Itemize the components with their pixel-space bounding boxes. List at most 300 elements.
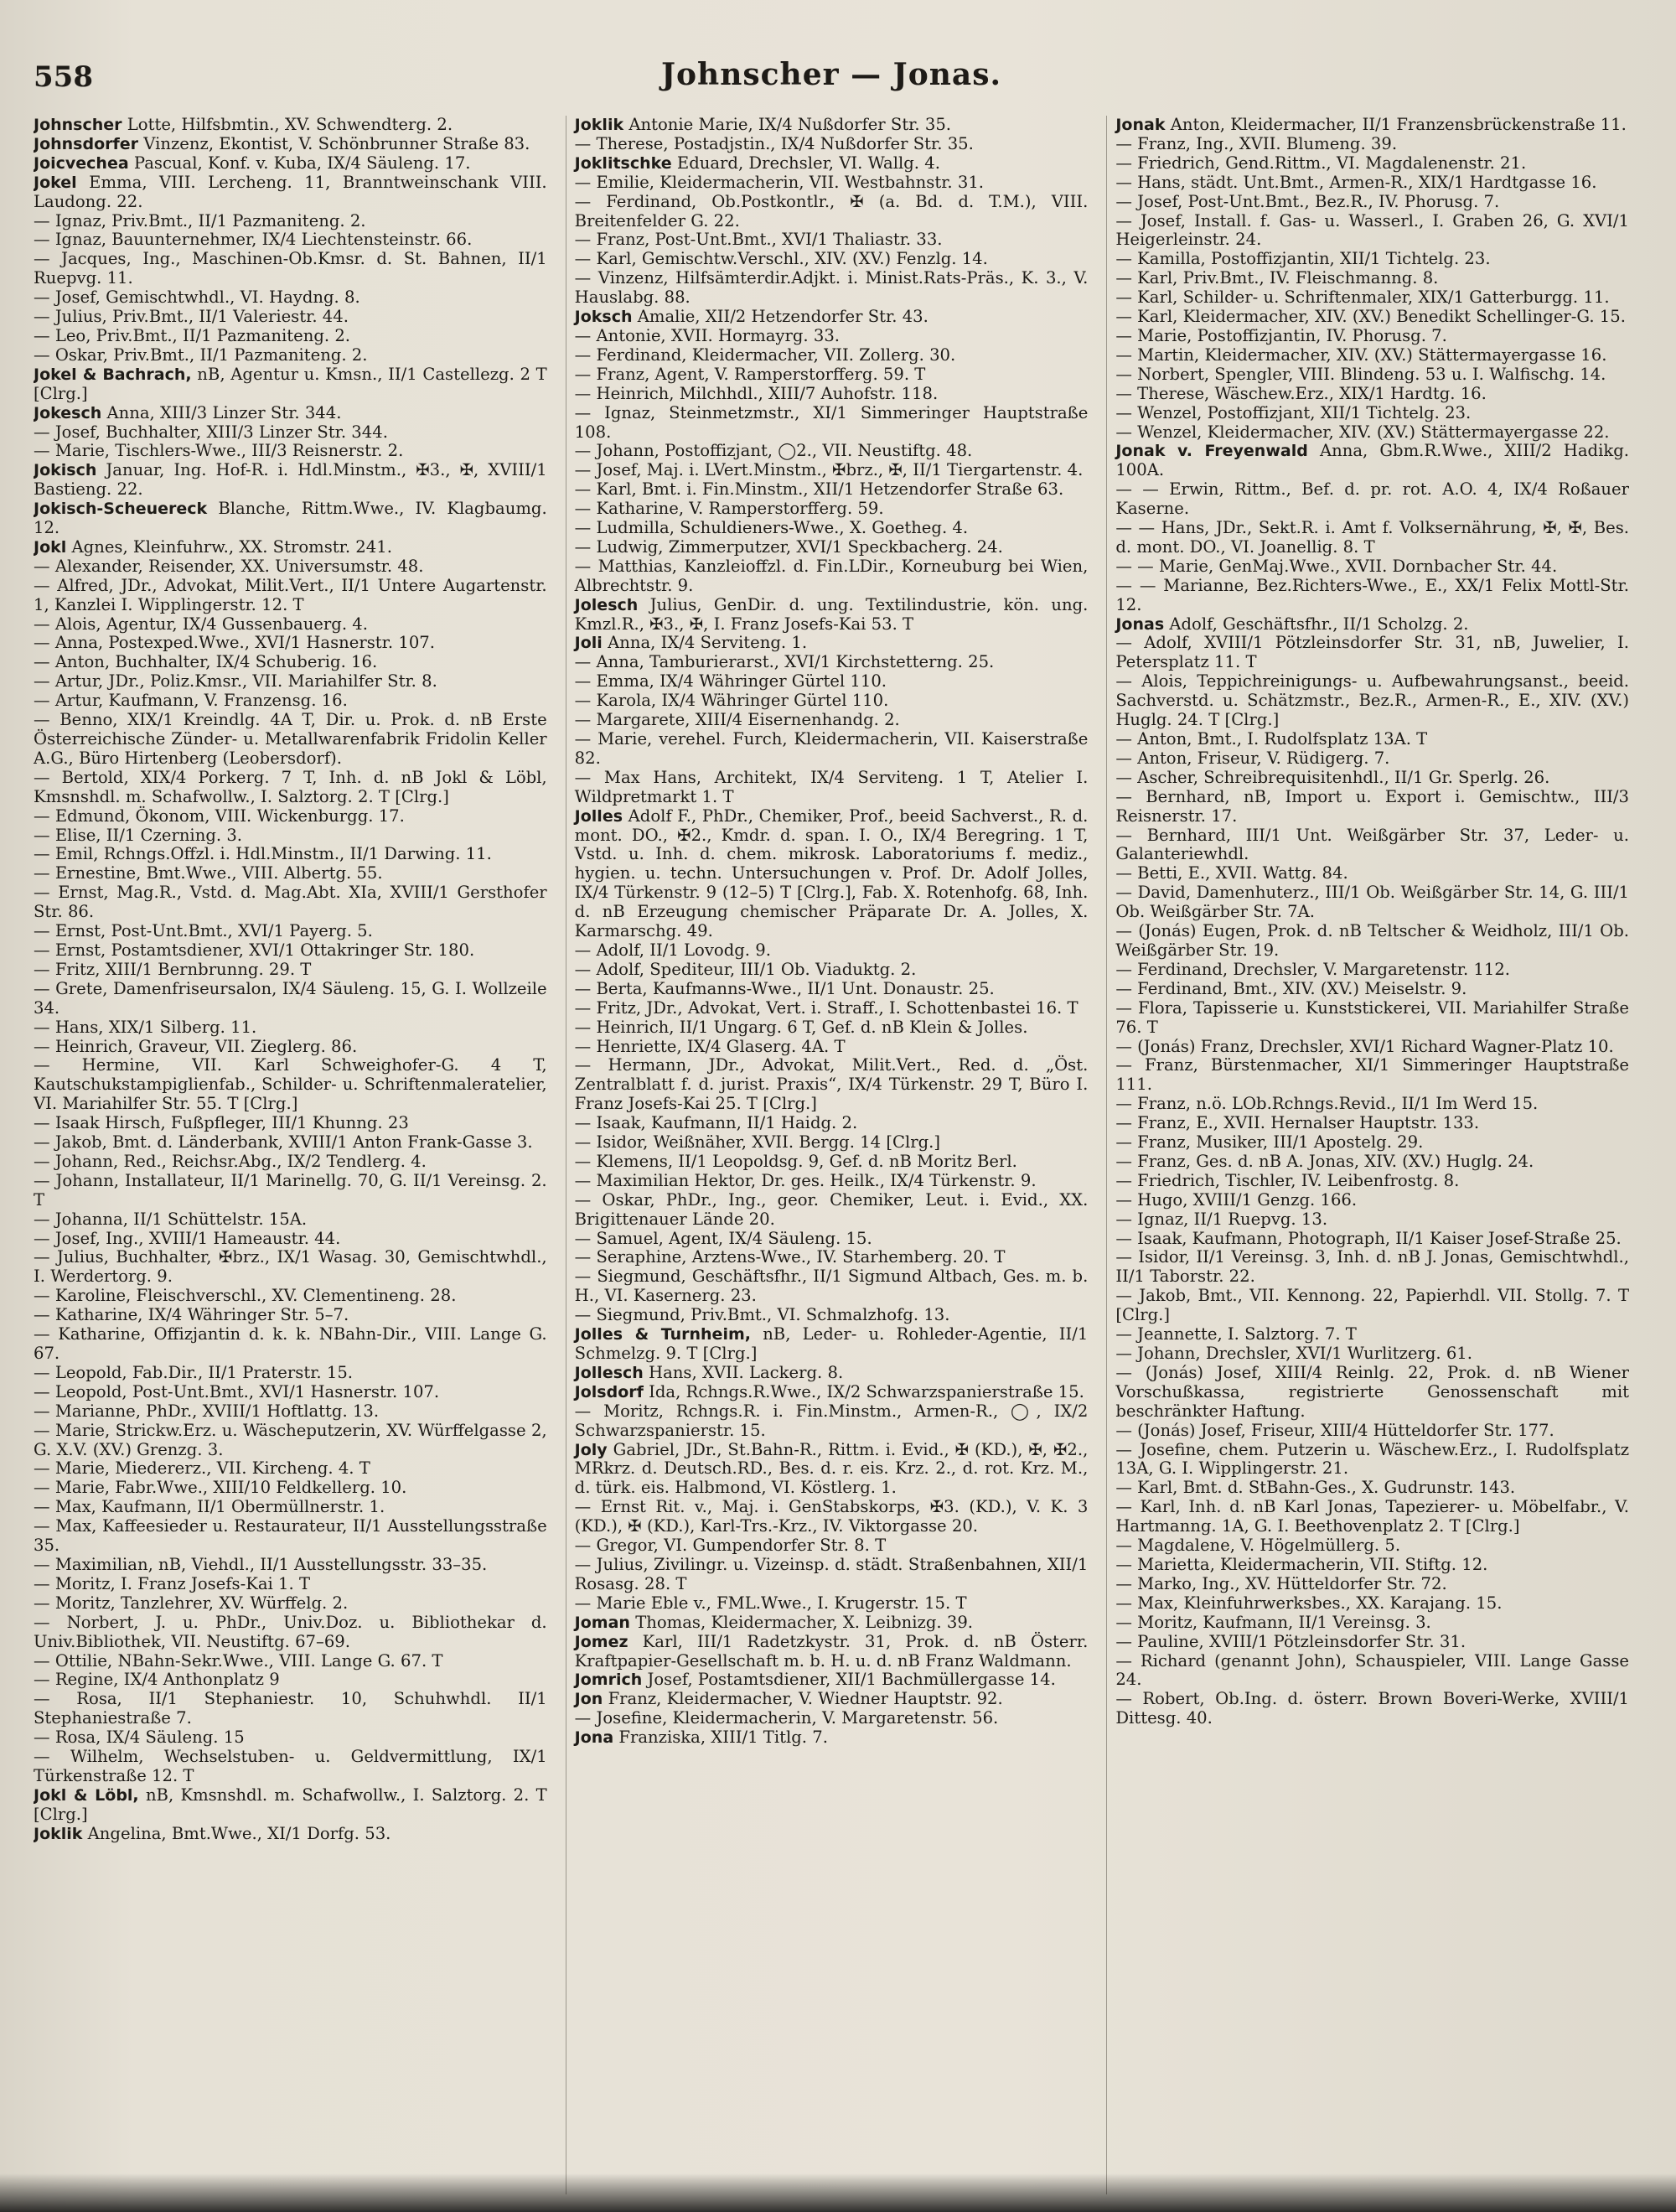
entry-text: — Norbert, J. u. PhDr., Univ.Doz. u. Bibliothekar d. Univ.Bibliothek, VII. Neustiftg. 67–69. [34, 1612, 547, 1651]
directory-entry [1115, 1690, 1629, 1728]
directory-entry [1115, 1364, 1629, 1422]
entry-text: — Julius, Priv.Bmt., II/1 Valeriestr. 44. [34, 307, 349, 327]
directory-entry [34, 116, 547, 135]
directory-entry [575, 1728, 1089, 1748]
entry-surname: Jokl & Löbl, [34, 1785, 139, 1805]
entry-text: — Henriette, IX/4 Glaserg. 4A. T [574, 1036, 846, 1056]
directory-entry [34, 1287, 547, 1306]
entry-text: — Anna, Tamburierarst., XVI/1 Kirchstetterng. 25. [574, 652, 995, 672]
directory-entry [1115, 1172, 1629, 1191]
entry-text: — Marie, Miedererz., VII. Kircheng. 4. T [34, 1458, 370, 1479]
entry-text: Lotte, Hilfsbmtin., XV. Schwendterg. 2. [127, 116, 453, 134]
entry-text: — Oskar, Priv.Bmt., II/1 Pazmaniteng. 2. [34, 344, 368, 365]
directory-entry [34, 1114, 547, 1133]
directory-entry [575, 1306, 1089, 1325]
entry-text: — — Erwin, Rittm., Bef. d. pr. rot. A.O. 4, IX/4 Roßauer Kaserne. [1115, 479, 1630, 519]
directory-entry [1115, 1325, 1629, 1344]
directory-entry [1115, 116, 1629, 135]
entry-text: — Benno, XIX/1 Kreindlg. 4A T, Dir. u. Prok. d. nB Erste Österreichische Zünder- u. Metallwarenfabrik Fridolin Keller A.G., Büro Hirtenberg (Leobersdorf). [34, 710, 547, 768]
directory-entry [575, 941, 1089, 961]
directory-entry [1115, 769, 1629, 788]
directory-entry [1115, 404, 1629, 423]
directory-entry [34, 1038, 547, 1057]
directory-entry [34, 288, 547, 308]
entry-text: — Johann, Red., Reichsr.Abg., IX/2 Tendlerg. 4. [34, 1151, 427, 1171]
entry-text: — Karl, Bmt. i. Fin.Minstm., XII/1 Hetzendorfer Straße 63. [574, 479, 1064, 500]
entry-text: — Ferdinand, Ob.Postkontlr., ✠ (a. Bd. d. T.M.), VIII. Breitenfelder G. 22. [574, 191, 1089, 231]
entry-surname: Jollesch [574, 1363, 644, 1382]
directory-entry [34, 1230, 547, 1249]
entry-text: — Johanna, II/1 Schüttelstr. 15A. [34, 1209, 308, 1229]
directory-entry [575, 1191, 1089, 1230]
entry-text: — Marko, Ing., XV. Hütteldorfer Str. 72. [1115, 1573, 1447, 1593]
entry-text: — Marianne, PhDr., XVIII/1 Hoftlattg. 13. [34, 1401, 380, 1421]
column-2 [566, 116, 1089, 2194]
entry-text: — Matthias, Kanzleioffzl. d. Fin.LDir., Korneuburg bei Wien, Albrechtstr. 9. [574, 556, 1089, 595]
directory-entry [1115, 1498, 1629, 1536]
directory-entry [1115, 269, 1629, 288]
entry-text: — Wenzel, Kleidermacher, XIV. (XV.) Stättermayergasse 22. [1115, 422, 1610, 442]
directory-entry [34, 135, 547, 154]
entry-text: — Artur, JDr., Poliz.Kmsr., VII. Mariahilfer Str. 8. [34, 671, 437, 692]
entry-surname: Jon [574, 1690, 603, 1709]
entry-text: Gabriel, JDr., St.Bahn-R., Rittm. i. Evid., ✠ (KD.), ✠, ✠2., MRkrz. d. Deutsch.RD., Bes. d. r. eis. Krz. 2., d. rot. Krz. M., d. türk. eis. Halbmond, VI. Köstlerg. 1. [574, 1439, 1089, 1498]
directory-entry [34, 941, 547, 961]
directory-entry [1115, 1556, 1629, 1575]
entry-text: — Ludmilla, Schuldieners-Wwe., X. Goetheg. 4. [574, 518, 969, 538]
directory-entry [575, 385, 1089, 404]
entry-surname: Jokisch-Scheuereck [34, 500, 208, 519]
directory-entry [1115, 174, 1629, 193]
directory-entry [575, 1133, 1089, 1153]
directory-entry [1115, 212, 1629, 251]
directory-entry [34, 346, 547, 365]
directory-entry [34, 1422, 547, 1460]
directory-entry [34, 1556, 547, 1575]
entry-text: — (Jonás) Franz, Drechsler, XVI/1 Richard Wagner-Platz 10. [1115, 1036, 1614, 1056]
entry-surname: Jonak v. Freyenwald [1115, 442, 1308, 461]
entry-text: — Elise, II/1 Czerning. 3. [34, 825, 243, 845]
entry-surname: Johnscher [34, 116, 122, 134]
directory-entry [1115, 1210, 1629, 1230]
directory-entry [575, 231, 1089, 250]
entry-text: — Karola, IX/4 Währinger Gürtel 110. [574, 691, 889, 711]
directory-entry [1115, 1056, 1629, 1095]
directory-entry [34, 1364, 547, 1383]
entry-text: — Josefine, Kleidermacherin, V. Margaretenstr. 56. [574, 1708, 999, 1728]
entry-surname: Jomrich [574, 1671, 643, 1690]
entry-text: — Wenzel, Postoffizjant, XII/1 Tichtelg. 23. [1115, 402, 1472, 422]
entry-text: — Therese, Wäschew.Erz., XIX/1 Hardtg. 16. [1115, 383, 1487, 403]
entry-text: — Seraphine, Arztens-Wwe., IV. Starhemberg. 20. T [574, 1247, 1006, 1267]
directory-entry [1115, 1191, 1629, 1210]
directory-entry [34, 1517, 547, 1556]
directory-entry [1115, 480, 1629, 519]
entry-text: — Maximilian, nB, Viehdl., II/1 Ausstellungsstr. 33–35. [34, 1554, 488, 1574]
directory-entry [34, 1671, 547, 1690]
entry-text: Eduard, Drechsler, VI. Wallg. 4. [676, 153, 940, 173]
entry-text: — Grete, Damenfriseursalon, IX/4 Säuleng. 15, G. I. Wollzeile 34. [34, 978, 547, 1018]
directory-entry [34, 692, 547, 711]
directory-entry [1115, 615, 1629, 635]
entry-text: — Marie, Strickw.Erz. u. Wäscheputzerin, XV. Würffelgasse 2, G. X.V. (XV.) Grenzg. 3. [34, 1420, 547, 1459]
directory-entry [1115, 135, 1629, 154]
entry-surname: Joman [574, 1613, 630, 1632]
directory-entry [1115, 1594, 1629, 1614]
entry-text: — Klemens, II/1 Leopoldsg. 9, Gef. d. nB Moritz Berl. [574, 1151, 1017, 1171]
directory-entry [1115, 672, 1629, 730]
directory-entry [1115, 1287, 1629, 1325]
entry-surname: Jolles & Turnheim, [574, 1325, 751, 1344]
entry-text: Anna, IX/4 Serviteng. 1. [608, 633, 808, 653]
directory-entry [575, 442, 1089, 461]
directory-entry [575, 1325, 1089, 1364]
entry-text: — Artur, Kaufmann, V. Franzensg. 16. [34, 691, 348, 711]
entry-text: — Wilhelm, Wechselstuben- u. Geldvermittlung, IX/1 Türkenstraße 12. T [34, 1747, 547, 1785]
directory-entry [34, 442, 547, 461]
entry-text: — Fritz, JDr., Advokat, Vert. i. Straff., I. Schottenbastei 16. T [574, 997, 1079, 1018]
entry-text: Anna, XIII/3 Linzer Str. 344. [106, 402, 342, 422]
entry-text: Vinzenz, Ekontist, V. Schönbrunner Straße 83. [143, 133, 530, 153]
directory-entry [1115, 1652, 1629, 1691]
directory-entry [34, 634, 547, 653]
directory-entry [575, 1248, 1089, 1267]
directory-entry [34, 826, 547, 846]
entry-text: — Moritz, I. Franz Josefs-Kai 1. T [34, 1573, 311, 1593]
directory-entry [1115, 346, 1629, 365]
entry-text: — Franz, n.ö. LOb.Rchngs.Revid., II/1 Im Werd 15. [1115, 1094, 1539, 1114]
directory-entry [575, 634, 1089, 653]
entry-text: — — Marie, GenMaj.Wwe., XVII. Dornbacher Str. 44. [1115, 556, 1558, 576]
entry-text: nB, Kmsnshdl. m. Schafwollw., I. Salztorg. 2. T [Clrg.] [34, 1785, 547, 1824]
entry-text: — Franz, Bürstenmacher, XI/1 Simmeringer Hauptstraße 111. [1115, 1055, 1630, 1095]
entry-text: — Ernestine, Bmt.Wwe., VIII. Albertg. 55. [34, 863, 383, 883]
directory-entry [575, 711, 1089, 730]
entry-text: — Alfred, JDr., Advokat, Milit.Vert., II/1 Untere Augartenstr. 1, Kanzlei I. Wipplingerstr. 12. T [34, 575, 547, 614]
entry-text: Ida, Rchngs.R.Wwe., IX/2 Schwarzspanierstraße 15. [649, 1381, 1084, 1401]
entry-text: — Leopold, Fab.Dir., II/1 Praterstr. 15. [34, 1362, 354, 1382]
entry-text: — Heinrich, Graveur, VII. Zieglerg. 86. [34, 1036, 358, 1056]
entry-surname: Jonak [1115, 116, 1166, 134]
directory-entry [575, 250, 1089, 269]
entry-text: — Berta, Kaufmanns-Wwe., II/1 Unt. Donaustr. 25. [574, 978, 995, 998]
directory-entry [575, 1709, 1089, 1728]
entry-text: — Karl, Inh. d. nB Karl Jonas, Tapezierer- u. Möbelfabr., V. Hartmanng. 1A, G. I. Beethovenplatz 2. T [Clrg.] [1115, 1497, 1630, 1536]
entry-surname: Jokl [34, 537, 67, 557]
directory-entry [1115, 1230, 1629, 1249]
entry-text: — Ernst Rit. v., Maj. i. GenStabskorps, ✠3. (KD.), V. K. 3 (KD.), ✠ (KD.), Karl-Trs.-Krz., IV. Viktorgasse 20. [574, 1497, 1089, 1536]
entry-surname: Jokel & Bachrach, [34, 365, 192, 384]
directory-entry [575, 1633, 1089, 1671]
entry-surname: Jolsdorf [574, 1382, 644, 1401]
entry-text: — Anton, Buchhalter, IX/4 Schuberig. 16. [34, 652, 378, 672]
entry-text: — Adolf, XVIII/1 Pötzleinsdorfer Str. 31, nB, Juwelier, I. Petersplatz 11. T [1115, 633, 1630, 672]
directory-entry [575, 980, 1089, 999]
directory-entry [1115, 1248, 1629, 1287]
directory-entry [34, 1210, 547, 1230]
entry-text: — Karl, Gemischtw.Verschl., XIV. (XV.) Fenzlg. 14. [574, 249, 988, 269]
directory-entry [34, 308, 547, 327]
entry-text: — Heinrich, Milchhdl., XIII/7 Auhofstr. 118. [574, 383, 939, 403]
entry-text: — Jakob, Bmt., VII. Kennong. 22, Papierhdl. VII. Stollg. 7. T [Clrg.] [1115, 1286, 1630, 1325]
entry-text: — Heinrich, II/1 Ungarg. 6 T, Gef. d. nB Klein & Jolles. [574, 1017, 1028, 1037]
entry-text: — Leo, Priv.Bmt., II/1 Pazmaniteng. 2. [34, 325, 351, 345]
directory-entry [34, 1498, 547, 1517]
entry-text: — Ludwig, Zimmerputzer, XVI/1 Speckbacherg. 24. [574, 536, 1003, 557]
directory-entry [1115, 1153, 1629, 1172]
entry-text: — Karl, Priv.Bmt., IV. Fleischmanng. 8. [1115, 268, 1439, 288]
entry-text: — Isidor, Weißnäher, XVII. Bergg. 14 [Clrg.] [574, 1132, 941, 1153]
directory-entry [1115, 1422, 1629, 1441]
entry-text: — Magdalene, V. Högelmüllerg. 5. [1115, 1536, 1401, 1556]
directory-entry [575, 692, 1089, 711]
directory-entry [34, 461, 547, 500]
entry-text: Angelina, Bmt.Wwe., XI/1 Dorfg. 53. [87, 1823, 391, 1843]
directory-entry [1115, 1536, 1629, 1556]
directory-entry [575, 500, 1089, 519]
entry-text: — Adolf, II/1 Lovodg. 9. [574, 940, 771, 960]
page-header [34, 57, 1629, 106]
entry-text: — Emilie, Kleidermacherin, VII. Westbahnstr. 31. [574, 172, 985, 192]
directory-entry [34, 577, 547, 615]
entry-text: — Ignaz, II/1 Ruepvg. 13. [1115, 1209, 1328, 1229]
entry-text: — Josef, Buchhalter, XIII/3 Linzer Str. 344. [34, 422, 388, 442]
entry-text: Pascual, Konf. v. Kuba, IX/4 Säuleng. 17. [133, 153, 471, 173]
entry-text: — Max, Kleinfuhrwerksbes., XX. Karajang. 15. [1115, 1593, 1503, 1613]
directory-entry [34, 365, 547, 404]
directory-entry [1115, 1575, 1629, 1594]
entry-text: — Betti, E., XVII. Wattg. 84. [1115, 863, 1348, 883]
entry-text: — Bernhard, nB, Import u. Export i. Gemischtw., III/3 Reisnerstr. 17. [1115, 786, 1630, 826]
entry-text: — Hugo, XVIII/1 Genzg. 166. [1115, 1189, 1358, 1210]
entry-text: — Siegmund, Geschäftsfhr., II/1 Sigmund Altbach, Ges. m. b. H., VI. Kasernerg. 23. [574, 1267, 1089, 1306]
directory-entry [34, 1594, 547, 1614]
directory-entry [34, 327, 547, 346]
entry-text: — Siegmund, Priv.Bmt., VI. Schmalzhofg. 13. [574, 1305, 950, 1325]
entry-text: Blanche, Rittm.Wwe., IV. Klagbaumg. 12. [34, 499, 547, 538]
directory-entry [1115, 308, 1629, 327]
directory-entry [1115, 730, 1629, 749]
entry-text: — Hermann, JDr., Advokat, Milit.Vert., Red. d. „Öst. Zentralblatt f. d. jurist. Praxis“, IX/4 Türkenstr. 29 T, Büro I. Franz Josefs-Kai 25. T [Clrg.] [574, 1055, 1089, 1114]
entry-text: — Katharine, Offizjantin d. k. k. NBahn-Dir., VIII. Lange G. 67. [34, 1324, 547, 1363]
directory-entry [34, 1690, 547, 1728]
directory-entry [34, 922, 547, 941]
entry-surname: Joli [574, 634, 603, 653]
directory-entry [575, 1114, 1089, 1133]
entry-text: — Karl, Kleidermacher, XIV. (XV.) Benedikt Schellinger-G. 15. [1115, 307, 1626, 327]
entry-text: — Ernst, Mag.R., Vstd. d. Mag.Abt. XIa, XVIII/1 Gersthofer Str. 86. [34, 883, 547, 922]
directory-entry [1115, 1344, 1629, 1364]
directory-entry [1115, 442, 1629, 480]
directory-entry [34, 500, 547, 538]
entry-text: — Gregor, VI. Gumpendorfer Str. 8. T [574, 1536, 887, 1556]
entry-text: — Marie, Fabr.Wwe., XIII/10 Feldkellerg. 10. [34, 1478, 407, 1498]
directory-entry [1115, 154, 1629, 174]
directory-entry [34, 1652, 547, 1671]
entry-text: — Franz, E., XVII. Hernalser Hauptstr. 133. [1115, 1113, 1480, 1133]
directory-entry [1115, 883, 1629, 922]
entry-text: — Rosa, IX/4 Säuleng. 15 [34, 1728, 245, 1748]
entry-text: — Franz, Post-Unt.Bmt., XVI/1 Thaliastr. 33. [574, 230, 943, 250]
entry-text: — David, Damenhuterz., III/1 Ob. Weißgärber Str. 14, G. III/1 Ob. Weißgärber Str. 7A. [1115, 883, 1630, 922]
directory-entry [34, 154, 547, 174]
entry-text: — Josef, Maj. i. LVert.Minstm., ✠brz., ✠, II/1 Tiergartenstr. 4. [574, 460, 1084, 480]
directory-entry [575, 365, 1089, 385]
directory-entry [575, 807, 1089, 941]
entry-text: — Robert, Ob.Ing. d. österr. Brown Boveri-Werke, XVIII/1 Dittesg. 40. [1115, 1689, 1630, 1728]
directory-entry [1115, 1479, 1629, 1498]
directory-entry [34, 711, 547, 769]
directory-entry [34, 1018, 547, 1038]
entry-text: Antonie Marie, IX/4 Nußdorfer Str. 35. [628, 116, 952, 134]
entry-text: — Emil, Rchngs.Offzl. i. Hdl.Minstm., II/1 Darwing. 11. [34, 844, 492, 864]
directory-entry [34, 1459, 547, 1479]
directory-entry [1115, 961, 1629, 980]
page-edge-shadow [0, 2173, 1676, 2212]
entry-text: — Ignaz, Priv.Bmt., II/1 Pazmaniteng. 2. [34, 210, 366, 231]
directory-entry [575, 327, 1089, 346]
entry-text: — Ignaz, Steinmetzmstr., XI/1 Simmeringer Hauptstraße 108. [574, 402, 1089, 442]
directory-entry [1115, 1441, 1629, 1479]
directory-entry [1115, 423, 1629, 443]
entry-text: — Oskar, PhDr., Ing., geor. Chemiker, Leut. i. Evid., XX. Brigittenauer Lände 20. [574, 1189, 1089, 1229]
entry-surname: Johnsdorfer [34, 134, 139, 153]
entry-text: — Julius, Buchhalter, ✠brz., IX/1 Wasag. 30, Gemischtwhdl., I. Werdertorg. 9. [34, 1247, 547, 1287]
entry-surname: Jona [574, 1728, 614, 1748]
entry-text: — Franz, Ing., XVII. Blumeng. 39. [1115, 133, 1398, 153]
directory-entry [34, 615, 547, 635]
directory-entry [34, 1133, 547, 1153]
entry-text: — Anton, Bmt., I. Rudolfsplatz 13A. T [1115, 729, 1428, 749]
directory-entry [34, 1383, 547, 1402]
entry-text: — Martin, Kleidermacher, XIV. (XV.) Stättermayergasse 16. [1115, 344, 1607, 365]
entry-surname: Jolesch [574, 595, 639, 614]
directory-entry [34, 231, 547, 250]
directory-entry [1115, 980, 1629, 999]
directory-entry [34, 1825, 547, 1844]
directory-entry [1115, 250, 1629, 269]
entry-surname: Jomez [574, 1632, 628, 1651]
directory-entry [575, 1267, 1089, 1306]
directory-entry [1115, 922, 1629, 961]
entry-surname: Joklik [574, 116, 624, 134]
running-head: Johnscher — Jonas. [660, 57, 1002, 92]
entry-text: — Franz, Ges. d. nB A. Jonas, XIV. (XV.) Huglg. 24. [1115, 1151, 1534, 1171]
directory-entry [34, 250, 547, 288]
entry-text: — Antonie, XVII. Hormayrg. 33. [574, 325, 841, 345]
entry-text: — Marietta, Kleidermacherin, VII. Stiftg. 12. [1115, 1554, 1488, 1574]
entry-text: — Hans, städt. Unt.Bmt., Armen-R., XIX/1 Hardtgasse 16. [1115, 172, 1597, 192]
directory-entry [1115, 519, 1629, 557]
directory-entry [575, 116, 1089, 135]
directory-entry [575, 1018, 1089, 1038]
entry-text: — Ascher, Schreibrequisitenhdl., II/1 Gr. Sperlg. 26. [1115, 767, 1550, 787]
entry-text: Emma, VIII. Lercheng. 11, Branntweinschank VIII. Laudong. 22. [34, 172, 547, 211]
entry-text: — (Jonás) Eugen, Prok. d. nB Teltscher & Weidholz, III/1 Ob. Weißgärber Str. 19. [1115, 921, 1630, 960]
entry-text: — Josef, Post-Unt.Bmt., Bez.R., IV. Phorusg. 7. [1115, 191, 1500, 211]
entry-surname: Jokesch [34, 403, 102, 422]
entry-text: — Friedrich, Gend.Rittm., VI. Magdalenenstr. 21. [1115, 153, 1527, 173]
entry-text: — Adolf, Spediteur, III/1 Ob. Viaduktg. 2. [574, 959, 917, 979]
entry-text: — Ernst, Post-Unt.Bmt., XVI/1 Payerg. 5. [34, 921, 373, 941]
entry-text: — Josefine, chem. Putzerin u. Wäschew.Erz., I. Rudolfsplatz 13A, G. I. Wipplingerstr. 21. [1115, 1439, 1630, 1479]
entry-text: — Flora, Tapisserie u. Kunststickerei, VII. Mariahilfer Straße 76. T [1115, 997, 1630, 1037]
directory-entry [1115, 1114, 1629, 1133]
directory-entry [34, 1614, 547, 1652]
directory-entry [34, 1248, 547, 1287]
entry-text: Adolf F., PhDr., Chemiker, Prof., beeid Sachverst., R. d. mont. DO., ✠2., Kmdr. d. span. I. O., IX/4 Beregring. 1 T, Vstd. u. Inh. d. chem. mikrosk. Laboratoriums f. mediz., hygien. u. techn. Untersuchungen v. Prof. Dr. Adolf Jolles, IX/4 Türkenstr. 9 (12–5) T [Clrg.], Fab. X. Rotenhofg. 68, Inh. d. nB Erzeugung chemischer Präparate Dr. A. Jolles, X. Karmarschg. 49. [574, 806, 1089, 941]
entry-text: — Anna, Postexped.Wwe., XVI/1 Hasnerstr. 107. [34, 633, 435, 653]
directory-entry [1115, 864, 1629, 883]
entry-text: — Moritz, Kaufmann, II/1 Vereinsg. 3. [1115, 1612, 1431, 1632]
directory-entry [575, 1498, 1089, 1536]
entry-text: — Therese, Postadjstin., IX/4 Nußdorfer Str. 35. [574, 133, 974, 153]
entry-text: — Franz, Agent, V. Ramperstorfferg. 59. T [574, 364, 926, 384]
directory-entry [34, 1748, 547, 1786]
entry-text: — Ferdinand, Kleidermacher, VII. Zollerg. 30. [574, 344, 956, 365]
directory-entry [34, 174, 547, 212]
directory-entry [575, 999, 1089, 1018]
directory-entry [575, 596, 1089, 635]
entry-text: Adolf, Geschäftsfhr., II/1 Scholzg. 2. [1169, 614, 1469, 634]
entry-text: — Ottilie, NBahn-Sekr.Wwe., VIII. Lange G. 67. T [34, 1650, 443, 1671]
directory-entry [575, 519, 1089, 538]
entry-text: — Hermine, VII. Karl Schweighofer-G. 4 T, Kautschukstampiglienfab., Schilder- u. Schriftenmaleratelier, VI. Mariahilfer Str. 55. T [Clrg.] [34, 1055, 547, 1114]
directory-entry [1115, 788, 1629, 826]
directory-entry [575, 404, 1089, 443]
directory-entry [34, 423, 547, 443]
directory-entry [575, 193, 1089, 231]
entry-text: — Josef, Gemischtwhdl., VI. Haydng. 8. [34, 288, 360, 308]
directory-entry [575, 1383, 1089, 1402]
entry-text: — — Marianne, Bez.Richters-Wwe., E., XX/1 Felix Mottl-Str. 12. [1115, 575, 1630, 614]
entry-text: Josef, Postamtsdiener, XII/1 Bachmüllergasse 14. [647, 1670, 1056, 1690]
directory-entry [34, 1728, 547, 1748]
entry-text: — Max, Kaufmann, II/1 Obermüllnerstr. 1. [34, 1497, 385, 1517]
directory-entry [34, 1575, 547, 1594]
entry-text: — Friedrich, Tischler, IV. Leibenfrostg. 8. [1115, 1170, 1460, 1190]
entry-text: — Johann, Drechsler, XVI/1 Wurlitzerg. 61. [1115, 1344, 1472, 1363]
directory-entry [575, 961, 1089, 980]
directory-entry [575, 1402, 1089, 1441]
entry-text: — Fritz, XIII/1 Bernbrunng. 29. T [34, 959, 312, 979]
directory-entry [34, 807, 547, 826]
directory-entry [1115, 826, 1629, 865]
column-1 [34, 116, 547, 2194]
entry-text: — Alois, Agentur, IX/4 Gussenbauerg. 4. [34, 614, 368, 634]
entry-text: — Marie Eble v., FML.Wwe., I. Krugerstr. 15. T [574, 1593, 967, 1613]
directory-entry [34, 883, 547, 922]
entry-text: — Isaak, Kaufmann, Photograph, II/1 Kaiser Josef-Straße 25. [1115, 1228, 1622, 1248]
entry-text: — Alexander, Reisender, XX. Universumstr. 48. [34, 556, 424, 576]
entry-text: — Josef, Ing., XVIII/1 Hameaustr. 44. [34, 1228, 341, 1248]
directory-entry [34, 961, 547, 980]
entry-text: — Karoline, Fleischverschl., XV. Clementineng. 28. [34, 1286, 457, 1306]
directory-entry [34, 404, 547, 423]
directory-entry [575, 1364, 1089, 1383]
entry-surname: Jonas [1115, 614, 1165, 634]
entry-text: — Katharine, IX/4 Währinger Str. 5–7. [34, 1305, 349, 1325]
entry-text: Anna, Gbm.R.Wwe., XIII/2 Hadikg. 100A. [1115, 441, 1630, 480]
entry-surname: Jokisch [34, 461, 97, 480]
entry-text: — Rosa, II/1 Stephaniestr. 10, Schuhwhdl. II/1 Stephaniestraße 7. [34, 1689, 547, 1728]
entry-text: Anton, Kleidermacher, II/1 Franzensbrückenstraße 11. [1170, 116, 1627, 134]
entry-text: — Norbert, Spengler, VIII. Blindeng. 53 u. I. Walfischg. 14. [1115, 364, 1606, 384]
directory-entry [34, 557, 547, 577]
directory-entry [34, 845, 547, 864]
directory-entry [34, 1153, 547, 1172]
entry-text: Hans, XVII. Lackerg. 8. [649, 1362, 844, 1382]
